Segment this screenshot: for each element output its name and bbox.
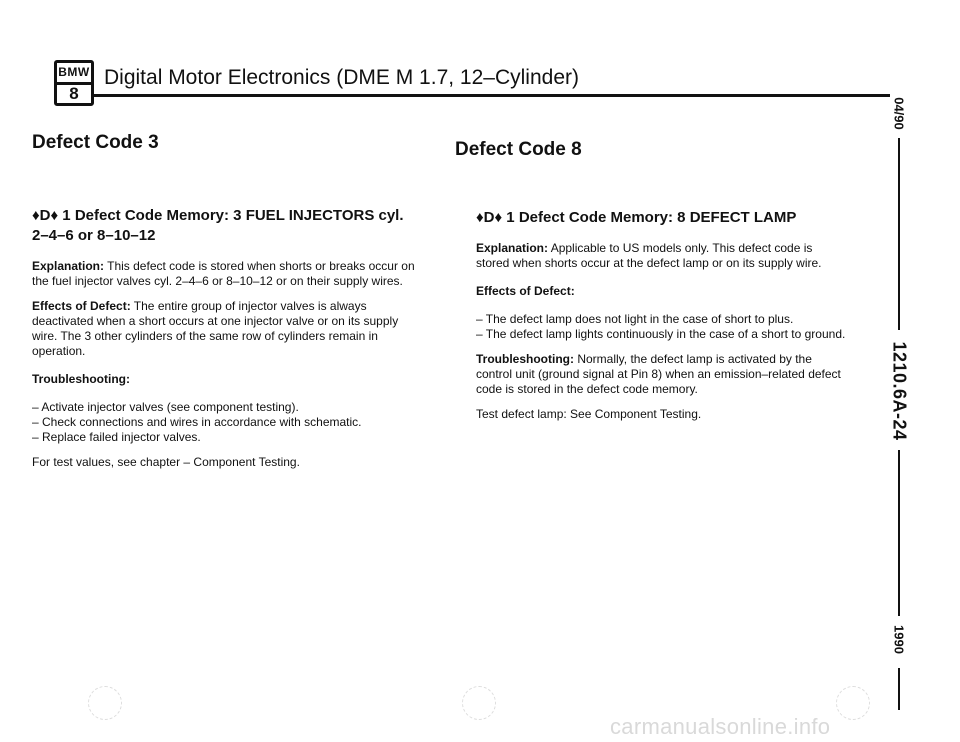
- left-effects-label: Effects of Defect:: [32, 299, 131, 313]
- side-page-number: 1210.6A-24: [889, 341, 910, 441]
- list-item: – The defect lamp lights continuously in the case of a short to ground.: [476, 327, 846, 341]
- right-troubleshooting-text: Normally, the defect lamp is activated by the control unit (ground signal at Pin 8) when an emission–related defect code is stored in the defect code memory.: [476, 352, 841, 396]
- left-effects-text: The entire group of injector valves is always deactivated when a short occurs at one injector valve or on its supply wire. The 3 other cylinders of the same row of cylinders remain in operation.: [32, 299, 399, 358]
- side-year: 1990: [891, 625, 907, 654]
- left-effects: [32, 299, 422, 359]
- right-troubleshooting: [476, 352, 846, 397]
- right-explanation-label: Explanation:: [476, 241, 549, 255]
- list-item: – Check connections and wires in accordance with schematic.: [32, 415, 362, 429]
- right-explanation-text: Applicable to US models only. This defect code is stored when shorts occur at the defect lamp or on its supply wire.: [476, 241, 822, 270]
- list-item: – Activate injector valves (see component testing).: [32, 400, 299, 414]
- left-troubleshooting: [32, 372, 422, 387]
- left-section-title: Defect Code 3: [32, 132, 159, 153]
- right-section-title: Defect Code 8: [455, 139, 582, 160]
- right-column: [476, 208, 846, 422]
- watermark: carmanualsonline.info: [610, 714, 831, 739]
- punch-hole: [462, 686, 496, 720]
- page-title: Digital Motor Electronics (DME M 1.7, 12–Cylinder): [104, 66, 579, 89]
- punch-hole: [836, 686, 870, 720]
- left-test-values: For test values, see chapter – Component Testing.: [32, 455, 300, 469]
- left-explanation-label: Explanation:: [32, 259, 105, 273]
- right-troubleshooting-label: Troubleshooting:: [476, 352, 574, 366]
- left-troubleshooting-label: Troubleshooting:: [32, 372, 130, 386]
- right-test-lamp: Test defect lamp: See Component Testing.: [476, 407, 702, 421]
- punch-hole: [88, 686, 122, 720]
- left-column: [32, 206, 422, 470]
- logo-brand: BMW: [57, 63, 91, 85]
- list-item: – Replace failed injector valves.: [32, 430, 201, 444]
- left-explanation: [32, 259, 422, 289]
- logo-series: 8: [69, 84, 79, 103]
- right-effects-label: Effects of Defect:: [476, 284, 575, 298]
- side-date: 04/90: [891, 97, 907, 130]
- right-explanation: [476, 241, 846, 271]
- bmw-logo: [54, 60, 94, 106]
- right-subtitle: ♦D♦ 1 Defect Code Memory: 8 DEFECT LAMP: [476, 209, 797, 226]
- left-subtitle: ♦D♦ 1 Defect Code Memory: 3 FUEL INJECTORS cyl. 2–4–6 or 8–10–12: [32, 207, 404, 244]
- header-divider: [94, 94, 900, 97]
- left-explanation-text: This defect code is stored when shorts or breaks occur on the fuel injector valves cyl. 2–4–6 or 8–10–12 or on their supply wires.: [32, 259, 415, 288]
- list-item: – The defect lamp does not light in the case of short to plus.: [476, 312, 794, 326]
- right-effects: [476, 284, 846, 299]
